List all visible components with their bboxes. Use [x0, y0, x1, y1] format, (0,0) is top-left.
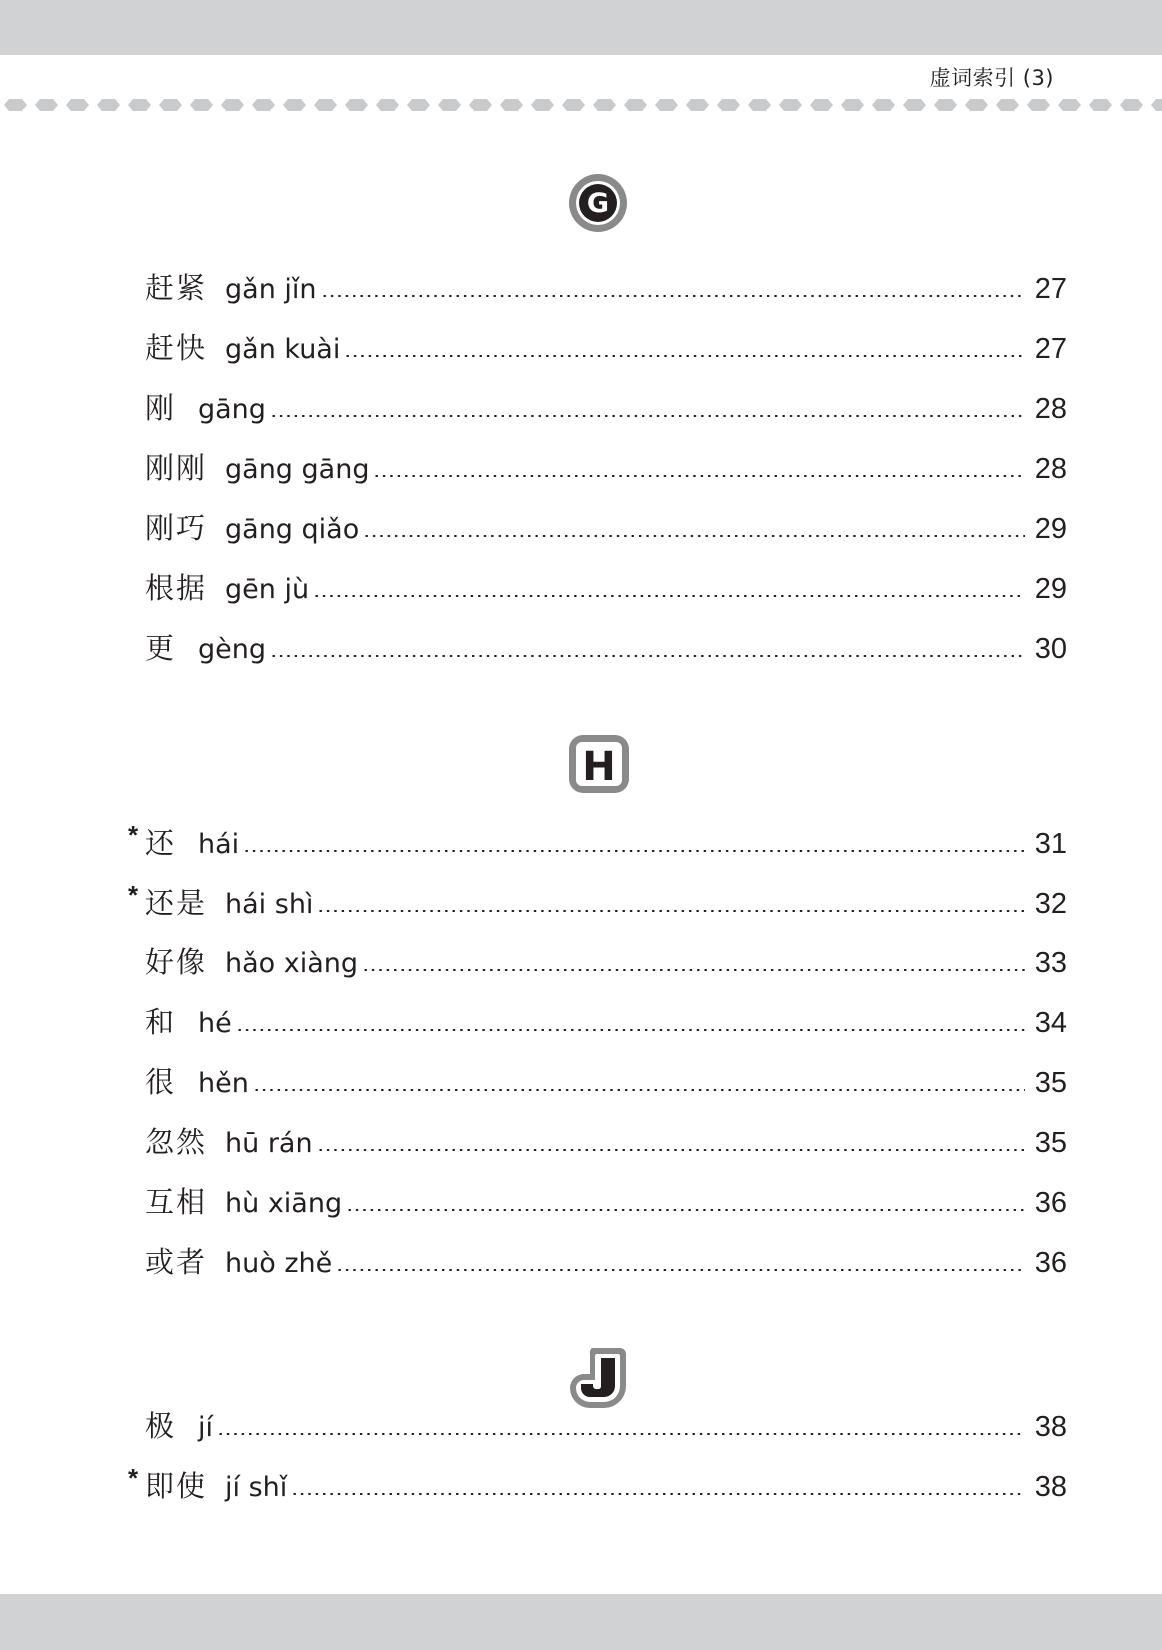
index-entry[interactable] — [145, 271, 1067, 305]
letter-g-icon — [567, 172, 629, 234]
entry-hanzi: 或者 — [145, 1245, 208, 1279]
index-entry[interactable] — [145, 451, 1067, 485]
entry-pinyin: jí shǐ — [225, 1472, 288, 1503]
entry-page-number[interactable]: 38 — [1034, 1411, 1067, 1443]
entry-page-number[interactable]: 27 — [1034, 273, 1067, 305]
letter-j-icon — [568, 1346, 628, 1410]
entry-hanzi: 赶快 — [145, 331, 208, 365]
entry-hanzi: 刚巧 — [145, 511, 208, 545]
entry-pinyin: hū rán — [225, 1128, 313, 1159]
dot-leader — [317, 1149, 1025, 1151]
entry-hanzi: 很 — [145, 1065, 177, 1099]
dot-leader — [270, 415, 1025, 417]
entry-hanzi: 和 — [145, 1005, 177, 1039]
entry-page-number[interactable]: 38 — [1034, 1471, 1067, 1503]
index-entry[interactable] — [145, 945, 1067, 979]
index-entry[interactable] — [128, 1463, 1067, 1503]
entry-pinyin: hěn — [198, 1068, 249, 1099]
dot-leader — [217, 1433, 1025, 1435]
entry-hanzi: 刚 — [145, 391, 177, 425]
starred-marker: * — [128, 880, 139, 910]
entry-pinyin: gèng — [198, 634, 267, 665]
index-entry[interactable] — [128, 820, 1067, 860]
dot-leader — [313, 595, 1025, 597]
index-entry[interactable] — [145, 1125, 1067, 1159]
bottom-page-band — [0, 1594, 1162, 1650]
entry-page-number[interactable]: 35 — [1034, 1067, 1067, 1099]
entry-hanzi: 忽然 — [145, 1125, 208, 1159]
entry-page-number[interactable]: 36 — [1034, 1247, 1067, 1279]
entry-page-number[interactable]: 28 — [1034, 393, 1067, 425]
entry-page-number[interactable]: 36 — [1034, 1187, 1067, 1219]
starred-marker: * — [128, 1463, 139, 1493]
entry-pinyin: hé — [198, 1008, 232, 1039]
entry-page-number[interactable]: 31 — [1034, 828, 1067, 860]
entry-hanzi: 根据 — [145, 571, 208, 605]
entry-pinyin: gǎn jǐn — [225, 274, 317, 305]
svg-text:G: G — [586, 188, 610, 219]
entry-hanzi: 互相 — [145, 1185, 208, 1219]
dot-leader — [363, 535, 1025, 537]
top-page-band — [0, 0, 1162, 55]
svg-text:H: H — [582, 744, 616, 790]
index-entry[interactable] — [145, 631, 1067, 665]
index-entry[interactable] — [145, 1245, 1067, 1279]
entry-page-number[interactable]: 32 — [1034, 888, 1067, 920]
dot-leader — [291, 1493, 1025, 1495]
starred-marker: * — [128, 820, 139, 850]
entry-pinyin: hǎo xiàng — [225, 948, 359, 979]
entry-page-number[interactable]: 28 — [1034, 453, 1067, 485]
entry-hanzi: 还是 — [145, 886, 208, 920]
entry-hanzi: 即使 — [145, 1469, 208, 1503]
entry-pinyin: hái shì — [225, 889, 314, 920]
dot-leader — [270, 655, 1025, 657]
dot-leader — [344, 355, 1025, 357]
entry-page-number[interactable]: 34 — [1034, 1007, 1067, 1039]
entry-hanzi: 更 — [145, 631, 177, 665]
dot-leader — [346, 1209, 1025, 1211]
dot-leader — [253, 1089, 1025, 1091]
entry-page-number[interactable]: 27 — [1034, 333, 1067, 365]
letter-badge-g — [567, 172, 629, 234]
index-entry[interactable] — [145, 1185, 1067, 1219]
index-entry[interactable] — [145, 391, 1067, 425]
entry-hanzi: 好像 — [145, 945, 208, 979]
letter-h-icon — [568, 733, 630, 795]
index-entry[interactable] — [128, 880, 1067, 920]
entry-hanzi: 刚刚 — [145, 451, 208, 485]
dot-leader — [317, 910, 1025, 912]
dot-leader — [373, 475, 1025, 477]
decorative-chain-border — [0, 97, 1162, 113]
entry-pinyin: gāng gāng — [225, 454, 370, 485]
dot-leader — [321, 295, 1025, 297]
index-entry[interactable] — [145, 1065, 1067, 1099]
dot-leader — [362, 969, 1025, 971]
entry-pinyin: jí — [198, 1412, 214, 1443]
index-entry[interactable] — [145, 571, 1067, 605]
entry-pinyin: gēn jù — [225, 574, 310, 605]
entry-hanzi: 还 — [145, 826, 177, 860]
entry-page-number[interactable]: 33 — [1034, 947, 1067, 979]
index-entry[interactable] — [145, 1409, 1067, 1443]
entry-pinyin: hù xiāng — [225, 1188, 343, 1219]
entry-pinyin: gǎn kuài — [225, 334, 341, 365]
entry-pinyin: huò zhě — [225, 1248, 333, 1279]
entry-page-number[interactable]: 35 — [1034, 1127, 1067, 1159]
entry-pinyin: gāng qiǎo — [225, 514, 360, 545]
letter-badge-j — [568, 1346, 628, 1410]
letter-badge-h — [568, 733, 630, 795]
dot-leader — [243, 850, 1025, 852]
dot-leader — [236, 1029, 1025, 1031]
entry-pinyin: gāng — [198, 394, 266, 425]
entry-page-number[interactable]: 29 — [1034, 513, 1067, 545]
entry-page-number[interactable]: 30 — [1034, 633, 1067, 665]
running-head-title: 虚词索引 (3) — [929, 66, 1054, 90]
index-entry[interactable] — [145, 1005, 1067, 1039]
index-entry[interactable] — [145, 331, 1067, 365]
dot-leader — [336, 1269, 1025, 1271]
entry-hanzi: 赶紧 — [145, 271, 208, 305]
entry-hanzi: 极 — [145, 1409, 177, 1443]
entry-page-number[interactable]: 29 — [1034, 573, 1067, 605]
entry-pinyin: hái — [198, 829, 240, 860]
index-entry[interactable] — [145, 511, 1067, 545]
